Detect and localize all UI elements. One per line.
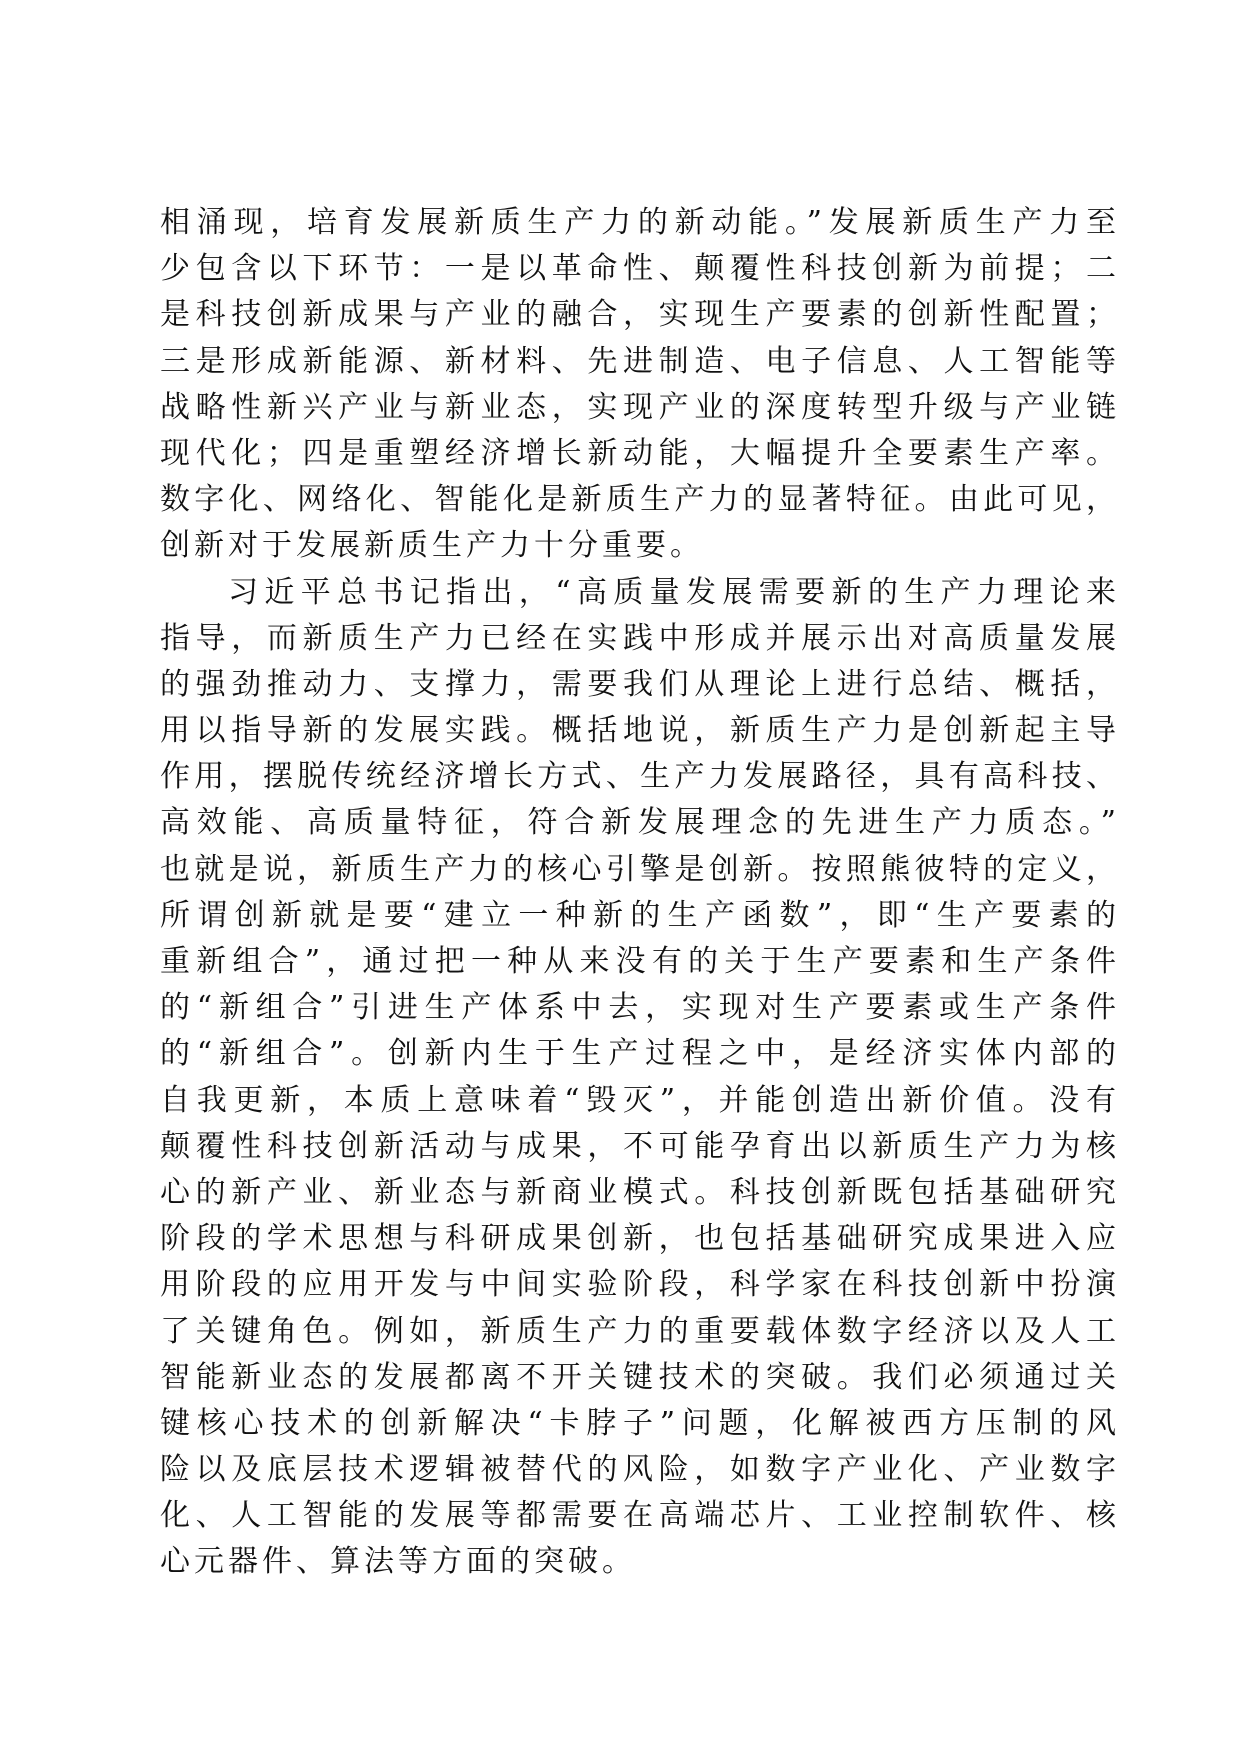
text-line: 化、人工智能的发展等都需要在高端芯片、工业控制软件、核 — [160, 1498, 1120, 1534]
text-line: 键核心技术的创新解决“卡脖子”问题，化解被西方压制的风 — [160, 1405, 1120, 1441]
text-line: 用阶段的应用开发与中间实验阶段，科学家在科技创新中扮演 — [160, 1267, 1120, 1303]
text-line: 高效能、高质量特征，符合新发展理念的先进生产力质态。” — [160, 805, 1120, 841]
text-line: 险以及底层技术逻辑被替代的风险，如数字产业化、产业数字 — [160, 1452, 1120, 1488]
text-line: 用以指导新的发展实践。概括地说，新质生产力是创新起主导 — [160, 713, 1120, 749]
text-line: 指导，而新质生产力已经在实践中形成并展示出对高质量发展 — [160, 620, 1120, 656]
text-line: 了关键角色。例如，新质生产力的重要载体数字经济以及人工 — [160, 1313, 1120, 1349]
text-line: 少包含以下环节：一是以革命性、颠覆性科技创新为前提；二 — [160, 251, 1120, 287]
document-body — [160, 200, 1120, 1586]
text-line: 智能新业态的发展都离不开关键技术的突破。我们必须通过关 — [160, 1359, 1120, 1395]
text-line: 的强劲推动力、支撑力，需要我们从理论上进行总结、概括， — [160, 666, 1120, 702]
paragraph-1 — [160, 200, 1120, 570]
text-line: 的“新组合”。创新内生于生产过程之中，是经济实体内部的 — [160, 1036, 1120, 1072]
text-line: 阶段的学术思想与科研成果创新，也包括基础研究成果进入应 — [160, 1221, 1120, 1257]
text-line: 现代化；四是重塑经济增长新动能，大幅提升全要素生产率。 — [160, 435, 1120, 471]
text-line: 所谓创新就是要“建立一种新的生产函数”，即“生产要素的 — [160, 897, 1120, 933]
text-line: 心元器件、算法等方面的突破。 — [160, 1544, 636, 1580]
text-line: 三是形成新能源、新材料、先进制造、电子信息、人工智能等 — [160, 343, 1120, 379]
text-line: 是科技创新成果与产业的融合，实现生产要素的创新性配置； — [160, 297, 1120, 333]
text-line: 数字化、网络化、智能化是新质生产力的显著特征。由此可见， — [160, 482, 1120, 518]
text-line: 也就是说，新质生产力的核心引擎是创新。按照熊彼特的定义， — [160, 851, 1120, 887]
text-line: 的“新组合”引进生产体系中去，实现对生产要素或生产条件 — [160, 990, 1120, 1026]
text-line: 心的新产业、新业态与新商业模式。科技创新既包括基础研究 — [160, 1174, 1120, 1210]
text-line: 相涌现，培育发展新质生产力的新动能。”发展新质生产力至 — [160, 205, 1120, 240]
text-line: 战略性新兴产业与新业态，实现产业的深度转型升级与产业链 — [160, 389, 1120, 425]
paragraph-2 — [160, 570, 1120, 1586]
text-line: 创新对于发展新质生产力十分重要。 — [160, 528, 704, 564]
text-line: 颠覆性科技创新活动与成果，不可能孕育出以新质生产力为核 — [160, 1128, 1120, 1164]
text-line: 重新组合”，通过把一种从来没有的关于生产要素和生产条件 — [160, 944, 1120, 979]
text-line: 自我更新，本质上意味着“毁灭”，并能创造出新价值。没有 — [160, 1082, 1120, 1118]
text-line: 作用，摆脱传统经济增长方式、生产力发展路径，具有高科技、 — [160, 759, 1120, 795]
text-line: 习近平总书记指出，“高质量发展需要新的生产力理论来 — [228, 574, 1120, 610]
